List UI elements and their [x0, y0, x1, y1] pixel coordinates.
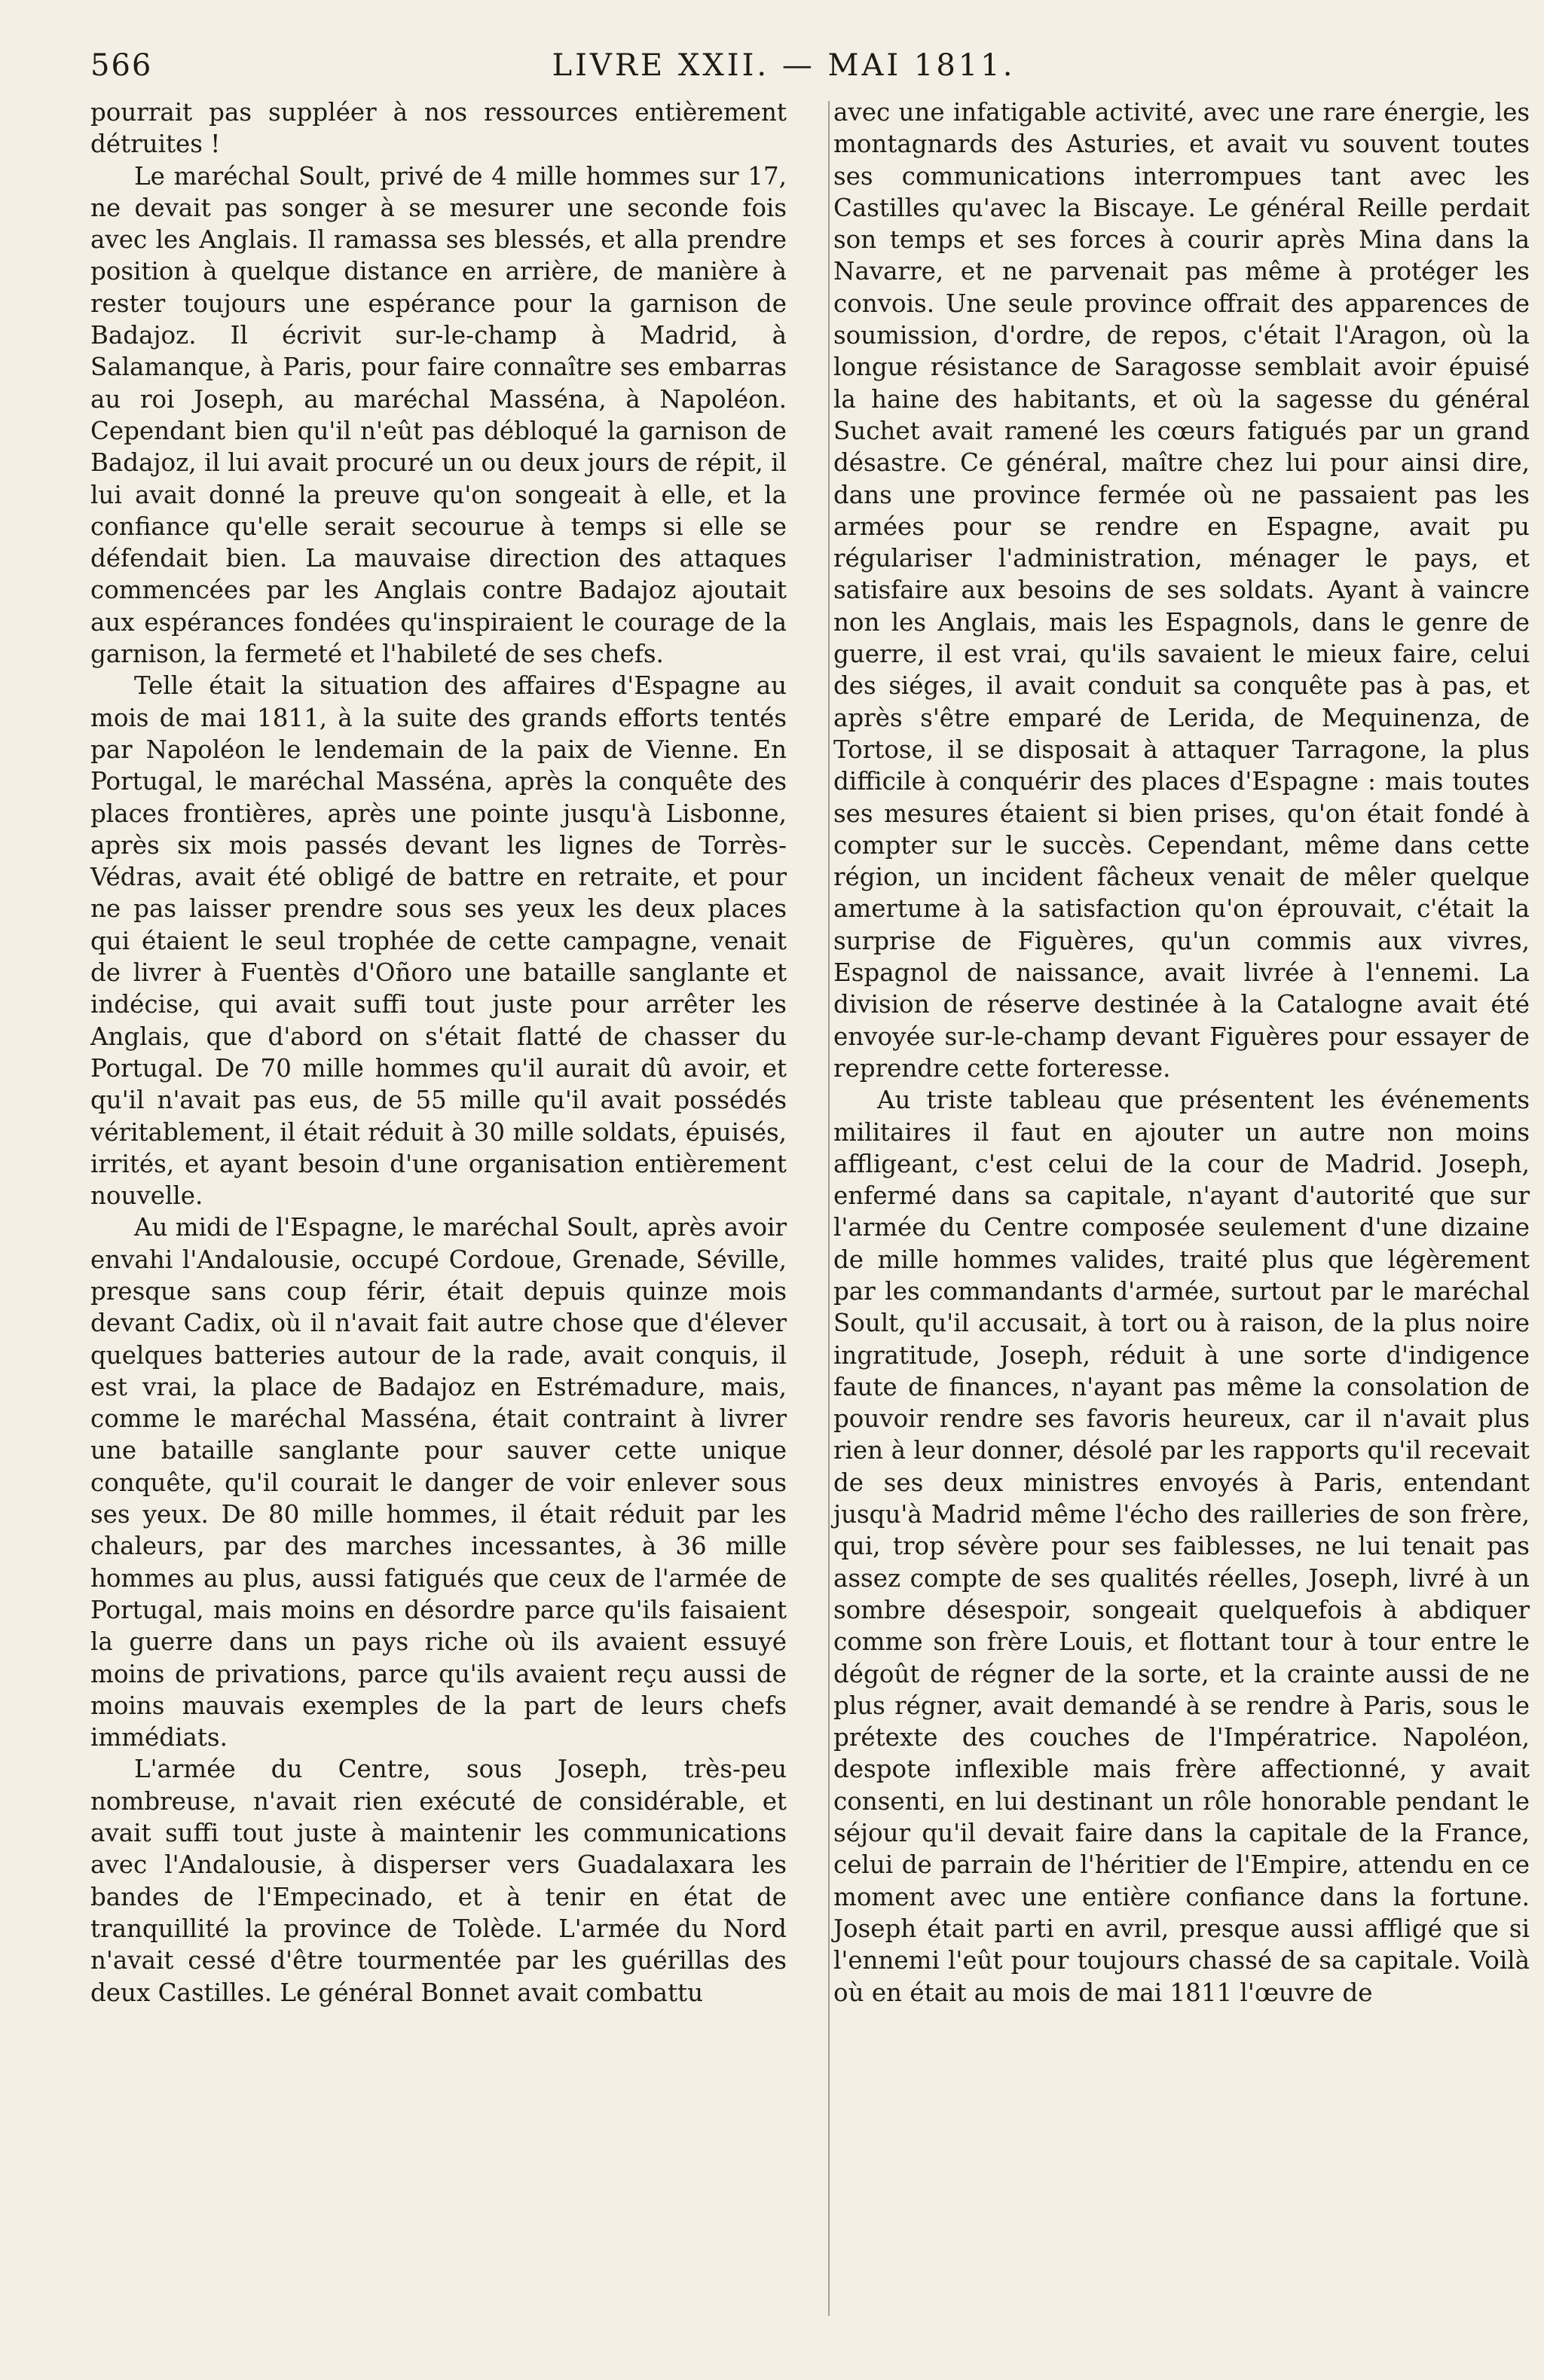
- page-number: 566: [90, 48, 153, 83]
- paragraph: Au midi de l'Espagne, le maréchal Soult, après avoir envahi l'Andalousie, occupé Cordoue, Grenade, Séville, presque sans coup férir, était depuis quinze mois devant Cadix, où il n'avait fait autre chose que d'élever quelques batteries autour de la rade, avait conquis, il est vrai, la place de Badajoz en Estrémadure, mais, comme le maréchal Masséna, était contraint à livrer une bataille sanglante pour sauver cette unique conquête, qu'il courait le danger de voir enlever sous ses yeux. De 80 mille hommes, il était réduit par les chaleurs, par des marches incessantes, à 36 mille hommes au plus, aussi fatigués que ceux de l'armée de Portugal, mais moins en désordre parce qu'ils faisaient la guerre dans un pays riche où ils avaient essuyé moins de privations, parce qu'ils avaient reçu aussi de moins mauvais exemples de la part de leurs chefs immédiats.: [90, 1213, 787, 1752]
- right-column: [833, 96, 1530, 2009]
- page-header: [90, 48, 1477, 93]
- paragraph: Telle était la situation des affaires d'Espagne au mois de mai 1811, à la suite des grands efforts tentés par Napoléon le lendemain de la paix de Vienne. En Portugal, le maréchal Masséna, après la conquête des places frontières, après une pointe jusqu'à Lisbonne, après six mois passés devant les lignes de Torrès-Védras, avait été obligé de battre en retraite, et pour ne pas laisser prendre sous ses yeux les deux places qui étaient le seul trophée de cette campagne, venait de livrer à Fuentès d'Oñoro une bataille sanglante et indécise, qui avait suffi tout juste pour arrêter les Anglais, que d'abord on s'était flatté de chasser du Portugal. De 70 mille hommes qu'il aurait dû avoir, et qu'il n'avait pas eus, de 55 mille qu'il avait possédés véritablement, il était réduit à 30 mille soldats, épuisés, irrités, et ayant besoin d'une organisation entièrement nouvelle.: [90, 671, 787, 1211]
- left-column: [90, 96, 787, 2009]
- running-title: LIVRE XXII. — MAI 1811.: [552, 48, 1016, 83]
- paragraph: pourrait pas suppléer à nos ressources entièrement détruites !: [90, 98, 787, 159]
- paragraph: Au triste tableau que présentent les événements militaires il faut en ajouter un autre non moins affligeant, c'est celui de la cour de Madrid. Joseph, enfermé dans sa capitale, n'ayant d'autorité que sur l'armée du Centre composée seulement d'une dizaine de mille hommes valides, traité plus que légèrement par les commandants d'armée, surtout par le maréchal Soult, qu'il accusait, à tort ou à raison, de la plus noire ingratitude, Joseph, réduit à une sorte d'indigence faute de finances, n'ayant pas même la consolation de pouvoir rendre ses favoris heureux, car il n'avait plus rien à leur donner, désolé par les rapports qu'il recevait de ses deux ministres envoyés à Paris, entendant jusqu'à Madrid même l'écho des railleries de son frère, qui, trop sévère pour ses faiblesses, ne lui tenait pas assez compte de ses qualités réelles, Joseph, livré à un sombre désespoir, songeait quelquefois à abdiquer comme son frère Louis, et flottant tour à tour entre le dégoût de régner de la sorte, et la crainte aussi de ne plus régner, avait demandé à se rendre à Paris, sous le prétexte des couches de l'Impératrice. Napoléon, despote inflexible mais frère affectionné, y avait consenti, en lui destinant un rôle honorable pendant le séjour qu'il devait faire dans la capitale de la France, celui de parrain de l'héritier de l'Empire, attendu en ce moment avec une entière confiance dans la fortune. Joseph était parti en avril, presque aussi affligé que si l'ennemi l'eût pour toujours chassé de sa capitale. Voilà où en était au mois de mai 1811 l'œuvre de: [833, 1086, 1530, 2007]
- paragraph: Le maréchal Soult, privé de 4 mille hommes sur 17, ne devait pas songer à se mesurer une seconde fois avec les Anglais. Il ramassa ses blessés, et alla prendre position à quelque distance en arrière, de manière à rester toujours une espérance pour la garnison de Badajoz. Il écrivit sur-le-champ à Madrid, à Salamanque, à Paris, pour faire connaître ses embarras au roi Joseph, au maréchal Masséna, à Napoléon. Cependant bien qu'il n'eût pas débloqué la garnison de Badajoz, il lui avait procuré un ou deux jours de répit, il lui avait donné la preuve qu'on songeait à elle, et la confiance qu'elle serait secourue à temps si elle se défendait bien. La mauvaise direction des attaques commencées par les Anglais contre Badajoz ajoutait aux espérances fondées qu'inspiraient le courage de la garnison, la fermeté et l'habileté de ses chefs.: [90, 161, 787, 669]
- paragraph: L'armée du Centre, sous Joseph, très-peu nombreuse, n'avait rien exécuté de considérable, et avait suffi tout juste à maintenir les communications avec l'Andalousie, à disperser vers Guadalaxara les bandes de l'Empecinado, et à tenir en état de tranquillité la province de Tolède. L'armée du Nord n'avait cessé d'être tourmentée par les guérillas des deux Castilles. Le général Bonnet avait combattu: [90, 1755, 787, 2007]
- paragraph: avec une infatigable activité, avec une rare énergie, les montagnards des Asturies, et avait vu souvent toutes ses communications interrompues tant avec les Castilles qu'avec la Biscaye. Le général Reille perdait son temps et ses forces à courir après Mina dans la Navarre, et ne parvenait pas même à protéger les convois. Une seule province offrait des apparences de soumission, d'ordre, de repos, c'était l'Aragon, où la longue résistance de Saragosse semblait avoir épuisé la haine des habitants, et où la sagesse du général Suchet avait ramené les cœurs fatigués par un grand désastre. Ce général, maître chez lui pour ainsi dire, dans une province fermée où ne passaient pas les armées pour se rendre en Espagne, avait pu régulariser l'administration, ménager le pays, et satisfaire aux besoins de ses soldats. Ayant à vaincre non les Anglais, mais les Espagnols, dans le genre de guerre, il est vrai, qu'ils savaient le mieux faire, celui des siéges, il avait conduit sa conquête pas à pas, et après s'être emparé de Lerida, de Mequinenza, de Tortose, il se disposait à attaquer Tarragone, la plus difficile à conquérir des places d'Espagne : mais toutes ses mesures étaient si bien prises, qu'on était fondé à compter sur le succès. Cependant, même dans cette région, un incident fâcheux venait de mêler quelque amertume à la satisfaction qu'on éprouvait, c'était la surprise de Figuères, qu'un commis aux vivres, Espagnol de naissance, avait livrée à l'ennemi. La division de réserve destinée à la Catalogne avait été envoyée sur-le-champ devant Figuères pour essayer de reprendre cette forteresse.: [833, 98, 1530, 1083]
- column-divider: [828, 101, 830, 2316]
